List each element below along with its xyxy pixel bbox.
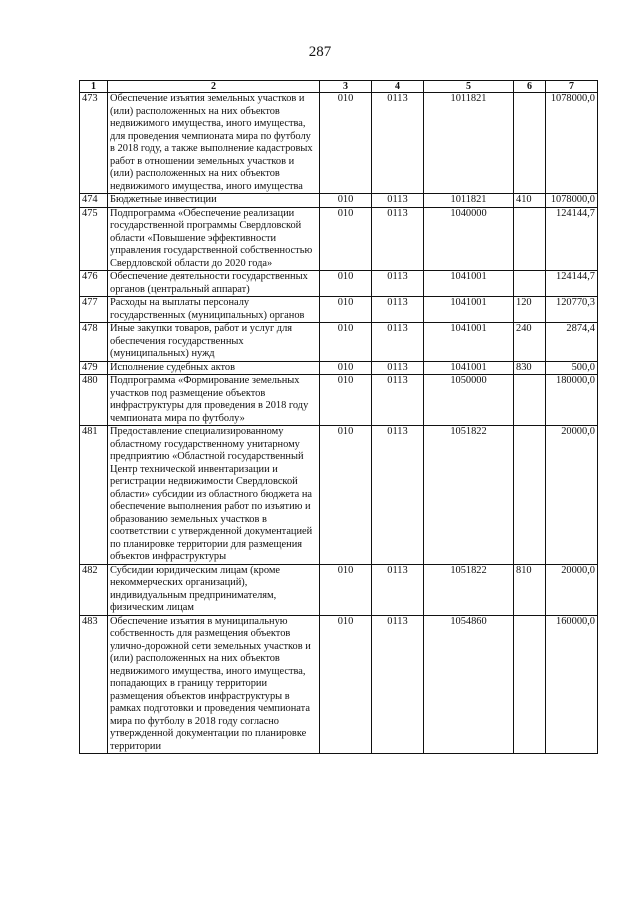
row-col-6: 120 [514, 297, 546, 323]
column-header: 7 [546, 81, 598, 93]
table-row [80, 375, 598, 426]
row-col-5: 1040000 [424, 207, 514, 271]
row-col-3: 010 [320, 207, 372, 271]
column-header: 3 [320, 81, 372, 93]
row-name: Обеспечение изъятия в муниципальную собственность для размещения объектов улично-дорожной сети земельных участков и (или) расположенных на них объектов недвижимого имущества, иного имущества, попадающих в границу территории размещения объектов инфраструктуры в рамках подготовки и проведения чемпионата мира по футболу в 2018 году согласно утвержденной документации по планировке территории [108, 615, 320, 754]
row-col-3: 010 [320, 323, 372, 362]
row-number: 480 [80, 375, 108, 426]
row-col-4: 0113 [372, 323, 424, 362]
row-col-5: 1054860 [424, 615, 514, 754]
row-amount: 2874,4 [546, 323, 598, 362]
row-col-4: 0113 [372, 297, 424, 323]
row-name: Бюджетные инвестиции [108, 194, 320, 208]
row-col-5: 1011821 [424, 194, 514, 208]
row-col-5: 1051822 [424, 426, 514, 565]
row-col-3: 010 [320, 426, 372, 565]
row-number: 479 [80, 361, 108, 375]
row-col-3: 010 [320, 564, 372, 615]
row-col-4: 0113 [372, 207, 424, 271]
column-header: 6 [514, 81, 546, 93]
row-name: Исполнение судебных актов [108, 361, 320, 375]
row-col-4: 0113 [372, 93, 424, 194]
row-col-6 [514, 426, 546, 565]
table-row [80, 361, 598, 375]
row-name: Обеспечение деятельности государственных органов (центральный аппарат) [108, 271, 320, 297]
row-col-5: 1041001 [424, 297, 514, 323]
row-col-3: 010 [320, 361, 372, 375]
row-name: Подпрограмма «Обеспечение реализации государственной программы Свердловской области «Повышение эффективности управления государственной собственностью Свердловской области до 2020 года» [108, 207, 320, 271]
table-row [80, 297, 598, 323]
row-number: 478 [80, 323, 108, 362]
table-row [80, 271, 598, 297]
row-number: 474 [80, 194, 108, 208]
table-row [80, 207, 598, 271]
row-col-5: 1041001 [424, 361, 514, 375]
table-row [80, 323, 598, 362]
row-number: 476 [80, 271, 108, 297]
row-col-3: 010 [320, 375, 372, 426]
row-col-4: 0113 [372, 564, 424, 615]
row-amount: 20000,0 [546, 426, 598, 565]
page-number: 287 [308, 44, 332, 60]
header-row [80, 81, 598, 93]
row-col-6: 810 [514, 564, 546, 615]
row-amount: 180000,0 [546, 375, 598, 426]
table-row [80, 93, 598, 194]
row-col-6: 410 [514, 194, 546, 208]
row-amount: 120770,3 [546, 297, 598, 323]
row-number: 481 [80, 426, 108, 565]
row-number: 473 [80, 93, 108, 194]
row-col-3: 010 [320, 93, 372, 194]
row-col-4: 0113 [372, 361, 424, 375]
row-col-6 [514, 375, 546, 426]
row-col-5: 1041001 [424, 323, 514, 362]
row-col-6 [514, 207, 546, 271]
row-col-4: 0113 [372, 615, 424, 754]
row-amount: 1078000,0 [546, 93, 598, 194]
table-row [80, 426, 598, 565]
column-header: 2 [108, 81, 320, 93]
row-col-5: 1041001 [424, 271, 514, 297]
row-name: Подпрограмма «Формирование земельных участков под размещение объектов инфраструктуры для проведения в 2018 году чемпионата мира по футболу» [108, 375, 320, 426]
row-number: 482 [80, 564, 108, 615]
column-header: 4 [372, 81, 424, 93]
row-col-4: 0113 [372, 375, 424, 426]
row-col-5: 1050000 [424, 375, 514, 426]
row-amount: 1078000,0 [546, 194, 598, 208]
column-header: 1 [80, 81, 108, 93]
row-col-4: 0113 [372, 426, 424, 565]
row-name: Субсидии юридическим лицам (кроме некоммерческих организаций), индивидуальным предпринимателям, физическим лицам [108, 564, 320, 615]
row-col-5: 1011821 [424, 93, 514, 194]
budget-table [79, 80, 598, 754]
column-header: 5 [424, 81, 514, 93]
row-col-4: 0113 [372, 271, 424, 297]
row-name: Иные закупки товаров, работ и услуг для обеспечения государственных (муниципальных) нужд [108, 323, 320, 362]
row-number: 483 [80, 615, 108, 754]
row-name: Предоставление специализированному областному государственному унитарному предприятию «Областной государственный Центр технической инвентаризации и регистрации недвижимости Свердловской области» субсидии из областного бюджета на обеспечение выполнения работ по изъятию и образованию земельных участков в соответствии с утвержденной документацией по планировке территории для размещения объектов инфраструктуры [108, 426, 320, 565]
row-amount: 124144,7 [546, 271, 598, 297]
row-amount: 500,0 [546, 361, 598, 375]
row-col-3: 010 [320, 297, 372, 323]
table-row [80, 615, 598, 754]
row-col-6 [514, 271, 546, 297]
table-row [80, 194, 598, 208]
row-col-5: 1051822 [424, 564, 514, 615]
row-col-3: 010 [320, 271, 372, 297]
row-col-6: 830 [514, 361, 546, 375]
row-col-6 [514, 615, 546, 754]
row-col-4: 0113 [372, 194, 424, 208]
table-row [80, 564, 598, 615]
row-number: 475 [80, 207, 108, 271]
row-col-3: 010 [320, 615, 372, 754]
row-col-6 [514, 93, 546, 194]
row-amount: 160000,0 [546, 615, 598, 754]
row-amount: 20000,0 [546, 564, 598, 615]
row-amount: 124144,7 [546, 207, 598, 271]
row-col-3: 010 [320, 194, 372, 208]
row-name: Обеспечение изъятия земельных участков и (или) расположенных на них объектов недвижимого имущества, иного имущества, для проведения чемпионата мира по футболу в 2018 году, а также выполнение кадастровых работ в отношении земельных участков и (или) расположенных на них объектов недвижимого имущества, иного имущества [108, 93, 320, 194]
row-name: Расходы на выплаты персоналу государственных (муниципальных) органов [108, 297, 320, 323]
row-number: 477 [80, 297, 108, 323]
row-col-6: 240 [514, 323, 546, 362]
